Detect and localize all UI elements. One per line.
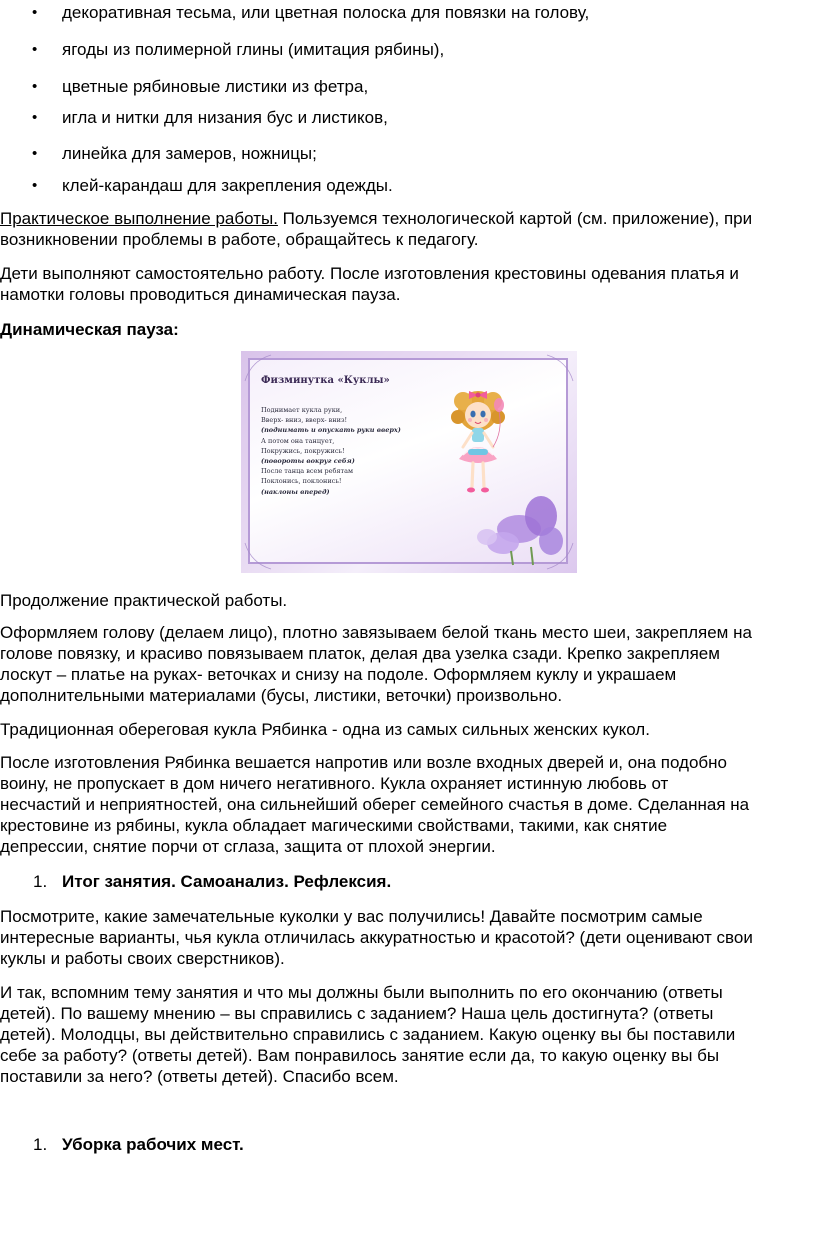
design-line: Оформляем голову (делаем лицо), плотно завязываем белой ткань место шеи, закрепляем на xyxy=(0,623,752,642)
summary-number: 1. xyxy=(33,872,48,891)
design-line: дополнительными материалами (бусы, листики, веточки) произвольно. xyxy=(0,686,563,705)
poem-line: (повороты вокруг себя) xyxy=(261,457,355,466)
cleanup-number: 1. xyxy=(33,1135,48,1154)
practical-label: Практическое выполнение работы. xyxy=(0,209,278,228)
bullet-icon: • xyxy=(32,41,38,58)
look-line: Посмотрите, какие замечательные куколки у вас получились! Давайте посмотрим самые xyxy=(0,907,703,926)
design-line: лоскут – платье на руках- веточках и снизу на подоле. Оформляем куклу и украшаем xyxy=(0,665,677,684)
crocus-flowers-icon xyxy=(477,496,563,565)
design-paragraph xyxy=(0,622,812,706)
continuation-heading: Продолжение практической работы. xyxy=(0,591,288,610)
materials-list-item xyxy=(0,39,812,60)
practical-line1-rest: Пользуемся технологической картой (см. приложение), при xyxy=(277,209,753,228)
materials-list-item xyxy=(0,76,812,97)
recall-line: детей). По вашему мнению – вы справились с заданием? Наша цель достигнута? (ответы xyxy=(0,1004,714,1023)
bullet-icon: • xyxy=(32,109,38,126)
poem-line: Поклонись, поклонись! xyxy=(261,477,342,486)
poem-line: А потом она танцует, xyxy=(261,436,335,445)
children-work-paragraph xyxy=(0,263,812,305)
look-paragraph xyxy=(0,906,812,969)
poster-poem xyxy=(261,405,401,497)
materials-list-item-text: линейка для замеров, ножницы; xyxy=(62,144,317,163)
summary-title: Итог занятия. Самоанализ. Рефлексия. xyxy=(62,872,392,891)
look-line: интересные варианты, чья кукла отличилась аккуратностью и красотой? (дети оценивают свои xyxy=(0,928,753,947)
materials-list-item-text: цветные рябиновые листики из фетра, xyxy=(62,77,369,96)
poem-line: (поднимать и опускать руки вверх) xyxy=(261,426,401,435)
after-paragraph xyxy=(0,752,812,857)
materials-list-item-text: клей-карандаш для закрепления одежды. xyxy=(62,176,393,195)
traditional-paragraph: Традиционная обереговая кукла Рябинка - одна из самых сильных женских кукол. xyxy=(0,720,650,739)
after-line: После изготовления Рябинка вешается напротив или возле входных дверей и, она подобно xyxy=(0,753,728,772)
materials-list-item xyxy=(0,143,812,164)
materials-list-item-text: игла и нитки для низания бус и листиков, xyxy=(62,108,388,127)
after-line: депрессии, снятие порчи от сглаза, защита от плохой энергии. xyxy=(0,837,496,856)
materials-list-item-text: декоративная тесьма, или цветная полоска для повязки на голову, xyxy=(62,3,590,22)
recall-line: поставили за него? (ответы детей). Спасибо всем. xyxy=(0,1067,399,1086)
doll-illustration-icon xyxy=(451,391,505,493)
after-line: крестовине из рябины, кукла обладает магическими свойствами, такими, как снятие xyxy=(0,816,668,835)
recall-line: детей). Молодцы, вы действительно справились с заданием. Какую оценку вы бы поставили xyxy=(0,1025,736,1044)
materials-list-item-text: ягоды из полимерной глины (имитация рябины), xyxy=(62,40,445,59)
bullet-icon: • xyxy=(32,177,38,194)
poem-line: Поднимает кукла руки, xyxy=(261,406,343,414)
bullet-icon: • xyxy=(32,78,38,95)
design-line: голове повязку, и красиво повязываем платок, делая два узелка сзади. Крепко закрепляем xyxy=(0,644,720,663)
materials-list-item xyxy=(0,175,812,196)
recall-line: И так, вспомним тему занятия и что мы должны были выполнить по его окончанию (ответы xyxy=(0,983,723,1002)
children-work-line1: Дети выполняют самостоятельно работу. После изготовления крестовины одевания платья и xyxy=(0,264,739,283)
poster-title: Физминутка «Куклы» xyxy=(261,375,390,386)
recall-paragraph xyxy=(0,982,812,1087)
poem-line: (наклоны вперед) xyxy=(261,487,330,496)
bullet-icon: • xyxy=(32,4,38,21)
poem-line: Покружись, покружись! xyxy=(261,446,345,455)
dynamic-pause-heading: Динамическая пауза: xyxy=(0,320,179,339)
list-item-cleanup xyxy=(0,1134,812,1155)
practical-line2: возникновении проблемы в работе, обращайтесь к педагогу. xyxy=(0,230,479,249)
materials-list-item xyxy=(0,2,812,23)
cleanup-title: Уборка рабочих мест. xyxy=(62,1135,244,1154)
recall-line: себе за работу? (ответы детей). Вам понравилось занятие если да, то какую оценку вы бы xyxy=(0,1046,720,1065)
look-line: куклы и работы своих сверстников). xyxy=(0,949,285,968)
children-work-line2: намотки головы проводиться динамическая пауза. xyxy=(0,285,401,304)
materials-list-item xyxy=(0,107,812,128)
poem-line: После танца всем ребятам xyxy=(261,467,354,476)
poem-line: Вверх- вниз, вверх- вниз! xyxy=(261,416,348,425)
after-line: воину, не пропускает в дом ничего негативного. Кукла охраняет истинную любовь от xyxy=(0,774,669,793)
list-item-summary xyxy=(0,871,812,892)
fizminutka-poster xyxy=(241,351,577,573)
bullet-icon: • xyxy=(32,145,38,162)
after-line: несчастий и неприятностей, она сильнейший оберег семейного счастья в доме. Сделанная на xyxy=(0,795,750,814)
practical-paragraph xyxy=(0,208,812,250)
